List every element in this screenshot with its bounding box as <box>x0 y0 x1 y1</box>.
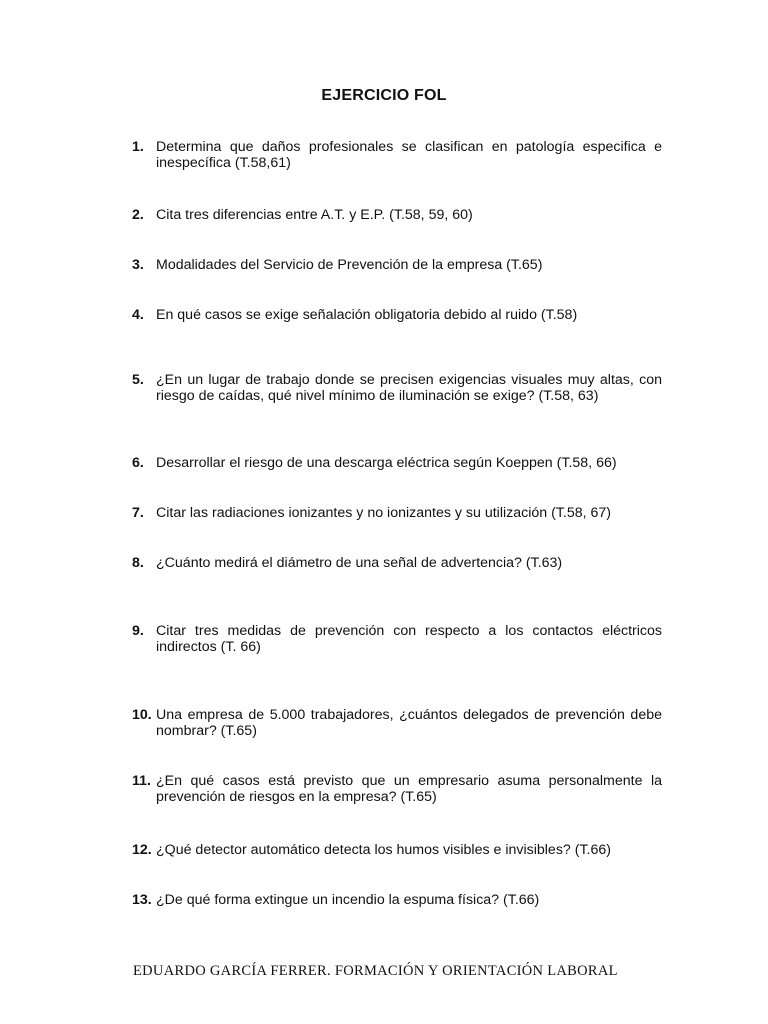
question-number: 4. <box>132 307 144 323</box>
question-number: 11. <box>132 773 151 789</box>
question-item-1 <box>132 139 662 171</box>
question-text: En qué casos se exige señalación obligatoria debido al ruido (T.58) <box>156 307 578 323</box>
question-number: 6. <box>132 455 144 471</box>
question-item-4 <box>132 307 662 323</box>
question-number: 1. <box>132 139 144 155</box>
question-item-5 <box>132 372 662 404</box>
question-number: 2. <box>132 207 144 223</box>
question-item-3 <box>132 257 662 273</box>
question-item-8 <box>132 555 662 571</box>
question-item-9 <box>132 623 662 655</box>
question-text: Cita tres diferencias entre A.T. y E.P. (T.58, 59, 60) <box>156 207 473 223</box>
question-item-12 <box>132 842 662 858</box>
question-number: 8. <box>132 555 144 571</box>
question-number: 5. <box>132 372 144 388</box>
question-number: 13. <box>132 892 152 908</box>
question-text: ¿Cuánto medirá el diámetro de una señal de advertencia? (T.63) <box>156 555 563 571</box>
question-text: Determina que daños profesionales se clasifican en patología especifica e inespecífica (T.58,61) <box>156 139 662 171</box>
question-text: ¿De qué forma extingue un incendio la espuma física? (T.66) <box>156 892 540 908</box>
question-text: Desarrollar el riesgo de una descarga eléctrica según Koeppen (T.58, 66) <box>156 455 617 471</box>
question-number: 10. <box>132 707 152 723</box>
question-text: ¿Qué detector automático detecta los humos visibles e invisibles? (T.66) <box>156 842 612 858</box>
page-footer: EDUARDO GARCÍA FERRER. FORMACIÓN Y ORIENTACIÓN LABORAL <box>133 963 618 979</box>
question-item-13 <box>132 892 662 908</box>
question-item-7 <box>132 505 662 521</box>
question-text: Citar las radiaciones ionizantes y no ionizantes y su utilización (T.58, 67) <box>156 505 612 521</box>
question-item-11 <box>132 773 662 805</box>
question-item-2 <box>132 207 662 223</box>
question-item-6 <box>132 455 662 471</box>
question-number: 12. <box>132 842 152 858</box>
question-text: ¿En un lugar de trabajo donde se precisen exigencias visuales muy altas, con riesgo de caídas, qué nivel mínimo de iluminación se exige? (T.58, 63) <box>156 372 662 404</box>
question-number: 7. <box>132 505 144 521</box>
page-title: EJERCICIO FOL <box>321 87 447 104</box>
question-number: 9. <box>132 623 144 639</box>
question-text: Citar tres medidas de prevención con respecto a los contactos eléctricos indirectos (T. 66) <box>156 623 662 655</box>
question-number: 3. <box>132 257 144 273</box>
question-text: Una empresa de 5.000 trabajadores, ¿cuántos delegados de prevención debe nombrar? (T.65) <box>156 707 662 739</box>
question-item-10 <box>132 707 662 739</box>
question-text: Modalidades del Servicio de Prevención de la empresa (T.65) <box>156 257 543 273</box>
question-text: ¿En qué casos está previsto que un empresario asuma personalmente la prevención de riesgos en la empresa? (T.65) <box>156 773 662 805</box>
